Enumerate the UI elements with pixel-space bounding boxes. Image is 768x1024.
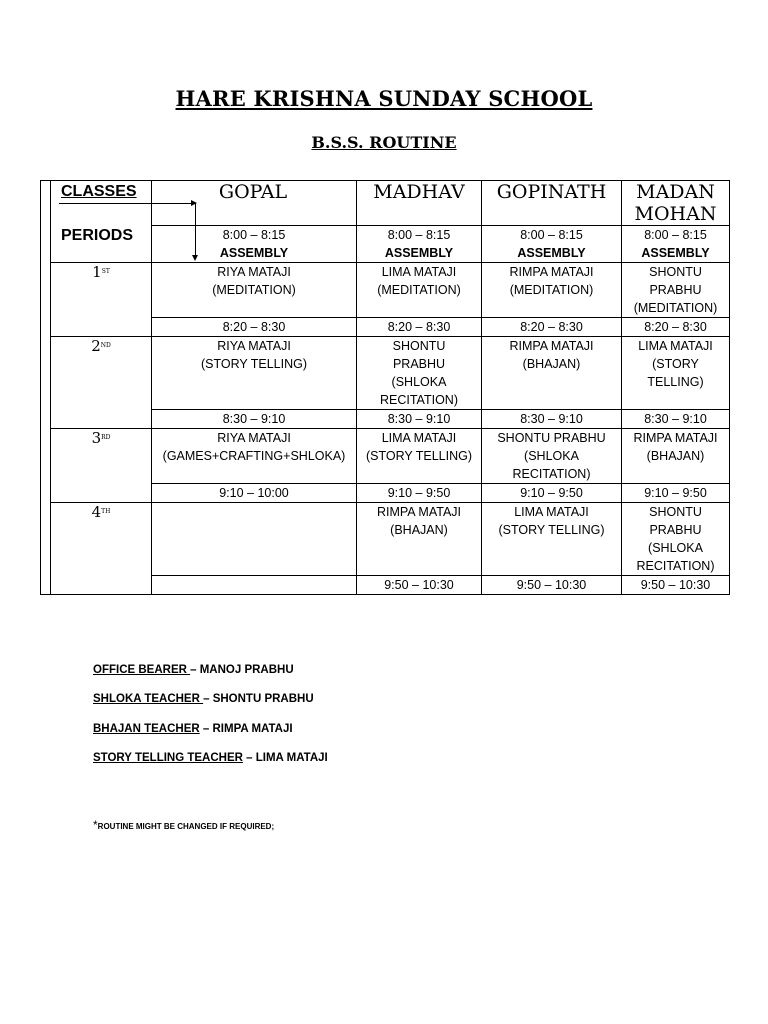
assembly-label: ASSEMBLY — [517, 246, 586, 260]
assembly-label: ASSEMBLY — [641, 246, 710, 260]
session-cell — [152, 263, 357, 318]
time-slot — [152, 576, 357, 595]
left-margin-column — [41, 181, 51, 595]
session-line: (GAMES+CRAFTING+SHLOKA) — [162, 449, 346, 463]
session-line: (STORY TELLING) — [365, 449, 473, 463]
session-cell — [152, 429, 357, 484]
period-row — [41, 337, 730, 410]
session-line: SHONTU — [649, 505, 702, 519]
session-line: LIMA MATAJI — [381, 431, 457, 445]
session-line: (MEDITATION) — [377, 283, 461, 297]
staff-office-bearer: OFFICE BEARER – MANOJ PRABHU — [93, 664, 294, 676]
period-label — [51, 263, 152, 337]
staff-name: RIMPA MATAJI — [212, 723, 293, 735]
staff-name: LIMA MATAJI — [255, 752, 328, 764]
session-cell — [357, 337, 482, 410]
period-label — [51, 429, 152, 503]
staff-name: SHONTU PRABHU — [212, 693, 314, 705]
period-number: 1 — [92, 263, 102, 281]
time-slot: 8:30 – 9:10 — [622, 410, 730, 429]
classes-label: CLASSES — [61, 183, 137, 200]
session-line: (STORY — [652, 357, 699, 371]
assembly-time: 8:00 – 8:15 — [387, 228, 451, 242]
assembly-cell — [357, 226, 482, 263]
session-cell — [622, 263, 730, 318]
session-line: (STORY TELLING) — [200, 357, 308, 371]
period-ordinal-suffix: ST — [101, 268, 110, 275]
session-cell — [152, 337, 357, 410]
session-cell — [357, 503, 482, 576]
session-cell — [622, 503, 730, 576]
time-slot: 8:30 – 9:10 — [482, 410, 622, 429]
session-cell — [482, 337, 622, 410]
time-slot: 8:30 – 9:10 — [152, 410, 357, 429]
assembly-label: ASSEMBLY — [384, 246, 454, 260]
session-cell — [152, 503, 357, 576]
session-line: (BHAJAN) — [390, 523, 448, 537]
period-row — [41, 503, 730, 576]
time-slot: 9:50 – 10:30 — [482, 576, 622, 595]
session-line: LIMA MATAJI — [638, 339, 713, 353]
session-line: RIYA MATAJI — [217, 339, 291, 353]
staff-name: MANOJ PRABHU — [199, 664, 294, 676]
time-slot: 8:20 – 8:30 — [152, 318, 357, 337]
period-number: 3 — [91, 429, 102, 447]
time-slot: 9:10 – 9:50 — [357, 484, 482, 503]
assembly-time: 8:00 – 8:15 — [222, 228, 286, 242]
session-line: RECITATION) — [379, 393, 458, 407]
assembly-label: ASSEMBLY — [219, 246, 289, 260]
staff-role: STORY TELLING TEACHER — [93, 752, 243, 764]
period-ordinal-suffix: RD — [101, 434, 111, 441]
session-line: RIMPA MATAJI — [376, 505, 462, 519]
staff-shloka-teacher: SHLOKA TEACHER – SHONTU PRABHU — [93, 693, 314, 705]
class-header-madhav: MADHAV — [357, 181, 482, 226]
session-line: TELLING) — [647, 375, 704, 389]
assembly-cell — [152, 226, 357, 263]
session-line: (SHLOKA — [391, 375, 447, 389]
right-arrow-icon — [59, 203, 195, 204]
session-line: PRABHU — [392, 357, 446, 371]
staff-role: OFFICE BEARER — [93, 664, 191, 676]
session-line: (SHLOKA — [648, 541, 703, 555]
session-line: (BHAJAN) — [522, 357, 581, 371]
time-slot: 9:50 – 10:30 — [622, 576, 730, 595]
session-cell — [482, 429, 622, 484]
time-slot: 9:10 – 9:50 — [482, 484, 622, 503]
session-cell — [482, 503, 622, 576]
session-line: RIMPA MATAJI — [509, 339, 594, 353]
session-line: LIMA MATAJI — [381, 265, 457, 279]
session-line: SHONTU — [649, 265, 702, 279]
session-line: RIMPA MATAJI — [633, 431, 718, 445]
note-asterisk: * — [93, 818, 98, 832]
session-cell — [357, 429, 482, 484]
staff-role: SHLOKA TEACHER — [93, 693, 204, 705]
staff-story-telling-teacher: STORY TELLING TEACHER – LIMA MATAJI — [93, 752, 328, 764]
session-cell — [357, 263, 482, 318]
session-line: RIYA MATAJI — [217, 431, 291, 445]
routine-table — [40, 180, 730, 595]
session-line: PRABHU — [649, 523, 702, 537]
time-slot: 8:20 – 8:30 — [482, 318, 622, 337]
periods-label: PERIODS — [61, 227, 134, 244]
time-slot: 9:50 – 10:30 — [357, 576, 482, 595]
time-slot: 8:20 – 8:30 — [357, 318, 482, 337]
session-line: RECITATION) — [512, 467, 591, 481]
period-row — [41, 429, 730, 484]
down-arrow-icon — [195, 203, 196, 259]
time-slot: 8:20 – 8:30 — [622, 318, 730, 337]
session-line: RECITATION) — [636, 559, 715, 573]
routine-note — [93, 818, 274, 832]
session-line: PRABHU — [649, 283, 702, 297]
period-label — [51, 337, 152, 429]
period-number: 2 — [91, 337, 101, 355]
page-title: HARE KRISHNA SUNDAY SCHOOL — [175, 86, 593, 111]
session-line: SHONTU PRABHU — [497, 431, 606, 445]
period-number: 4 — [91, 503, 102, 521]
header-row — [41, 181, 730, 226]
session-line: RIMPA MATAJI — [509, 265, 594, 279]
time-slot: 8:30 – 9:10 — [357, 410, 482, 429]
assembly-time: 8:00 – 8:15 — [644, 228, 707, 242]
session-cell — [622, 337, 730, 410]
session-line: (STORY TELLING) — [498, 523, 605, 537]
time-slot: 9:10 – 9:50 — [622, 484, 730, 503]
session-line: SHONTU — [392, 339, 446, 353]
session-line: (MEDITATION) — [212, 283, 296, 297]
assembly-cell — [622, 226, 730, 263]
class-header-gopal: GOPAL — [152, 181, 357, 226]
time-slot: 9:10 – 10:00 — [152, 484, 357, 503]
period-ordinal-suffix: TH — [101, 508, 111, 515]
assembly-time: 8:00 – 8:15 — [520, 228, 583, 242]
classes-periods-corner — [51, 181, 152, 263]
page-subtitle: B.S.S. ROUTINE — [311, 133, 457, 152]
note-text: ROUTINE MIGHT BE CHANGED IF REQUIRED; — [97, 822, 275, 831]
session-cell — [622, 429, 730, 484]
class-header-madan-mohan: MADAN MOHAN — [622, 181, 730, 226]
session-line: RIYA MATAJI — [217, 265, 291, 279]
assembly-cell — [482, 226, 622, 263]
session-cell — [482, 263, 622, 318]
period-row — [41, 263, 730, 318]
session-line: LIMA MATAJI — [514, 505, 589, 519]
period-ordinal-suffix: ND — [100, 342, 111, 349]
session-line: (MEDITATION) — [509, 283, 594, 297]
staff-bhajan-teacher: BHAJAN TEACHER – RIMPA MATAJI — [93, 723, 293, 735]
session-line: (BHAJAN) — [646, 449, 705, 463]
session-line: (MEDITATION) — [633, 301, 718, 315]
staff-role: BHAJAN TEACHER — [93, 723, 200, 735]
session-line: (SHLOKA — [524, 449, 579, 463]
class-header-gopinath: GOPINATH — [482, 181, 622, 226]
period-label — [51, 503, 152, 595]
